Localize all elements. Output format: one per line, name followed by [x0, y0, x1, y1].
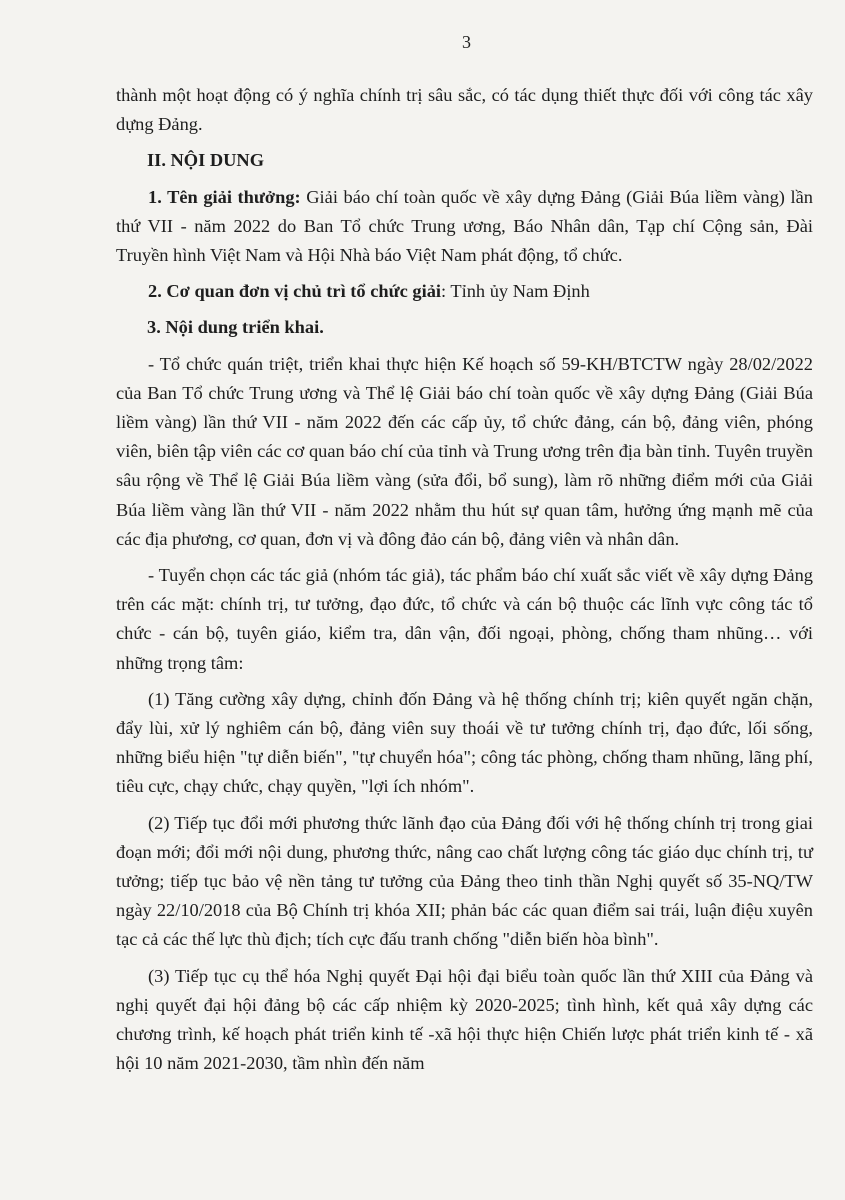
paragraph-focus-2: (2) Tiếp tục đổi mới phương thức lãnh đạo của Đảng đối với hệ thống chính trị trong giai đoạn mới; đổi mới nội dung, phương thức, nâng cao chất lượng công tác giáo dục chính trị, tư tưởng; tiếp tục bảo vệ nền tảng tư tưởng của Đảng theo tinh thần Nghị quyết số 35-NQ/TW ngày 22/10/2018 của Bộ Chính trị khóa XII; phản bác các quan điểm sai trái, luận điệu xuyên tạc cả các thế lực thù địch; tích cực đấu tranh chống "diễn biến hòa bình".: [116, 812, 813, 950]
paragraph-continuation: thành một hoạt động có ý nghĩa chính trị sâu sắc, có tác dụng thiết thực đối với công tác xây dựng Đảng.: [116, 85, 813, 135]
award-name-text: Giải báo chí toàn quốc về xây dựng Đảng (Giải Búa liềm vàng) lần thứ VII - năm 2022 do Ban Tổ chức Trung ương, Báo Nhân dân, Tạp chí Cộng sản, Đài Truyền hình Việt Nam và Hội Nhà báo Việt Nam phát động, tổ chức.: [116, 186, 813, 266]
paragraph-selection: - Tuyển chọn các tác giả (nhóm tác giả), tác phẩm báo chí xuất sắc viết về xây dựng Đảng trên các mặt: chính trị, tư tưởng, đạo đức, tổ chức và cán bộ thuộc các lĩnh vực công tác tổ chức - cán bộ, tuyên giáo, kiểm tra, dân vận, đối ngoại, phòng, chống tham nhũng… với những trọng tâm:: [116, 565, 813, 673]
section-heading: II. NỘI DUNG: [147, 150, 264, 171]
paragraph-focus-3: (3) Tiếp tục cụ thể hóa Nghị quyết Đại hội đại biểu toàn quốc lần thứ XIII của Đảng và nghị quyết đại hội đảng bộ các cấp nhiệm kỳ 2020-2025; tình hình, kết quả xây dựng các chương trình, kế hoạch phát triển kinh tế -xã hội thực hiện Chiến lược phát triển kinh tế - xã hội 10 năm 2021-2030, tầm nhìn đến năm: [116, 965, 813, 1074]
paragraph-implementation: - Tổ chức quán triệt, triển khai thực hiện Kế hoạch số 59-KH/BTCTW ngày 28/02/2022 của Ban Tổ chức Trung ương và Thể lệ Giải báo chí toàn quốc về xây dựng Đảng (Giải Búa liềm vàng) lần thứ VII - năm 2022 đến các cấp ủy, tổ chức đảng, cán bộ, đảng viên, phóng viên, biên tập viên các cơ quan báo chí của tỉnh và Trung ương trên địa bàn tỉnh. Tuyên truyền sâu rộng về Thể lệ Giải Búa liềm vàng (sửa đổi, bổ sung), làm rõ những điểm mới của Giải Búa liềm vàng lần thứ VII - năm 2022 nhằm thu hút sự quan tâm, hưởng ứng mạnh mẽ của các địa phương, cơ quan, đơn vị và đông đảo cán bộ, đảng viên và nhân dân.: [116, 353, 813, 549]
award-name-label: 1. Tên giải thưởng:: [148, 186, 301, 207]
organizer-text: : Tỉnh ủy Nam Định: [441, 281, 590, 302]
subsection-heading: 3. Nội dung triển khai.: [147, 317, 324, 338]
page-number: 3: [462, 32, 471, 52]
organizer-label: 2. Cơ quan đơn vị chủ trì tổ chức giải: [148, 281, 441, 302]
paragraph-focus-1: (1) Tăng cường xây dựng, chỉnh đốn Đảng và hệ thống chính trị; kiên quyết ngăn chặn, đẩy lùi, xử lý nghiêm cán bộ, đảng viên suy thoái về tư tưởng chính trị, đạo đức, lối sống, những biểu hiện "tự diễn biến", "tự chuyển hóa"; công tác phòng, chống tham nhũng, lãng phí, tiêu cực, chạy chức, chạy quyền, "lợi ích nhóm".: [116, 688, 813, 797]
paragraph-award-name: [116, 183, 813, 271]
paragraph-organizer: [116, 277, 813, 306]
